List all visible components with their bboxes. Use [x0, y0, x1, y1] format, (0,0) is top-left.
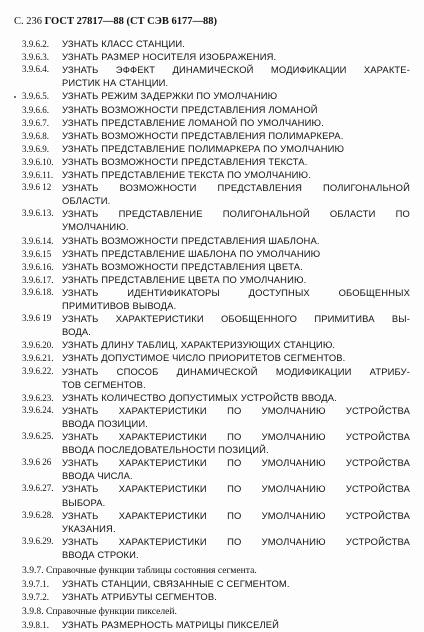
- item-number: 3.9.6.18.: [22, 286, 54, 297]
- item-number: 3.9.6.6.: [22, 104, 49, 115]
- list-item: [22, 338, 410, 352]
- item-text-continuation: ВЫБОРА.: [62, 496, 106, 508]
- item-number: 3.9.6.17.: [22, 274, 54, 285]
- item-text: УЗНАТЬ ХАРАКТЕРИСТИКИ ПО УМОЛЧАНИЮ УСТРОЙСТВА: [62, 457, 410, 469]
- item-text-continuation: ВВОДА ПОЗИЦИИ.: [62, 417, 149, 429]
- item-text: УЗНАТЬ ПРЕДСТАВЛЕНИЕ ЛОМАНОЙ ПО УМОЛЧАНИЮ.: [62, 116, 324, 128]
- section-heading: 3.9.7. Справочные функции таблицы состояния сегмента.: [22, 565, 257, 576]
- item-text: УЗНАТЬ ДОПУСТИМОЕ ЧИСЛО ПРИОРИТЕТОВ СЕГМЕНТОВ.: [62, 352, 346, 364]
- item-number: 3.9.6.14.: [22, 235, 54, 246]
- list-item: [22, 509, 410, 522]
- list-item: [22, 155, 410, 169]
- item-number: 3.9.6.16.: [22, 261, 54, 272]
- item-number: 3.9.6.3.: [22, 52, 49, 63]
- item-text: УЗНАТЬ ВОЗМОЖНОСТИ ПРЕДСТАВЛЕНИЯ ПОЛИМАРКЕРА.: [62, 129, 344, 141]
- list-item: [22, 207, 410, 220]
- item-number: 3.9.6.23.: [22, 392, 54, 403]
- list-item: [22, 590, 410, 604]
- item-number: 3.9.6.4.: [22, 64, 49, 75]
- item-text: УЗНАТЬ ИДЕНТИФИКАТОРЫ ДОСТУПНЫХ ОБОБЩЕННЫХ: [62, 286, 410, 298]
- item-number: 3.9.6.2.: [22, 39, 49, 49]
- list-item: [22, 482, 410, 495]
- list-item: [22, 50, 410, 64]
- list-item: [22, 142, 410, 156]
- item-text: УЗНАТЬ ЭФФЕКТ ДИНАМИЧЕСКОЙ МОДИФИКАЦИИ ХАРАКТЕ-: [62, 64, 410, 76]
- item-text: УЗНАТЬ ВОЗМОЖНОСТИ ПРЕДСТАВЛЕНИЯ ЛОМАНОЙ: [62, 103, 318, 115]
- item-number: 3.9.6.24.: [22, 404, 54, 415]
- list-item: [22, 535, 410, 548]
- item-number: 3.9.6.9.: [22, 143, 49, 154]
- item-text: УЗНАТЬ ПРЕДСТАВЛЕНИЕ ЦВЕТА ПО УМОЛЧАНИЮ.: [62, 273, 307, 285]
- page-header: [14, 16, 217, 27]
- list-item: [22, 312, 410, 325]
- item-text: УЗНАТЬ РЕЖИМ ЗАДЕРЖКИ ПО УМОЛЧАНИЮ: [62, 90, 278, 102]
- list-item: [22, 103, 410, 117]
- item-text: УЗНАТЬ ВОЗМОЖНОСТИ ПРЕДСТАВЛЕНИЯ ТЕКСТА.: [62, 155, 308, 167]
- item-text-continuation: УМОЛЧАНИЮ.: [62, 221, 129, 233]
- item-text-continuation: ПРИМИТИВОВ ВЫВОДА.: [62, 300, 177, 311]
- standard-designation: ГОСТ 27817—88 (СТ СЭВ 6177—88): [44, 16, 217, 27]
- list-item: [22, 404, 410, 417]
- item-number: 3.9.6.11.: [22, 170, 54, 180]
- item-number: 3.9.6.27.: [22, 483, 54, 494]
- item-number: 3.9.7.1.: [22, 579, 49, 590]
- item-text-continuation: УКАЗАНИЯ.: [62, 522, 116, 534]
- list-item: [22, 391, 410, 405]
- list-item: [22, 577, 410, 591]
- list-item: [22, 618, 410, 632]
- item-text-continuation: ОБЛАСТИ.: [62, 195, 111, 207]
- item-text-continuation: ТОВ СЕГМЕНТОВ.: [62, 378, 146, 390]
- item-text-continuation: РИСТИК НА СТАНЦИИ.: [62, 77, 169, 89]
- item-text: УЗНАТЬ АТРИБУТЫ СЕГМЕНТОВ.: [62, 591, 218, 603]
- item-text: УЗНАТЬ ХАРАКТЕРИСТИКИ ПО УМОЛЧАНИЮ УСТРОЙСТВА: [62, 483, 410, 495]
- list-item: [22, 168, 410, 182]
- section-heading: 3.9.8. Справочные функции пикселей.: [22, 606, 177, 618]
- item-text: УЗНАТЬ ВОЗМОЖНОСТИ ПРЕДСТАВЛЕНИЯ ЦВЕТА.: [62, 260, 303, 272]
- list-item: [22, 247, 410, 261]
- item-text: УЗНАТЬ ХАРАКТЕРИСТИКИ ПО УМОЛЧАНИЮ УСТРОЙСТВА: [62, 535, 410, 547]
- item-text: УЗНАТЬ ХАРАКТЕРИСТИКИ ОБОБЩЕННОГО ПРИМИТИВА ВЫ-: [62, 313, 410, 325]
- item-text: УЗНАТЬ РАЗМЕР НОСИТЕЛЯ ИЗОБРАЖЕНИЯ.: [62, 51, 277, 63]
- item-text: УЗНАТЬ ДЛИНУ ТАБЛИЦ, ХАРАКТЕРИЗУЮЩИХ СТАНЦИЮ.: [62, 339, 336, 351]
- item-text: УЗНАТЬ ПРЕДСТАВЛЕНИЕ ПОЛИГОНАЛЬНОЙ ОБЛАСТИ ПО: [62, 208, 410, 220]
- item-text: УЗНАТЬ ВОЗМОЖНОСТИ ПРЕДСТАВЛЕНИЯ ШАБЛОНА.: [62, 234, 320, 246]
- list-item: [22, 351, 410, 365]
- item-number: 3.9.6.10.: [22, 156, 54, 167]
- item-number: 3.9.6.21.: [22, 353, 54, 364]
- list-item: [22, 63, 410, 76]
- item-text-continuation: ВВОДА СТРОКИ.: [62, 548, 139, 560]
- scan-speck: [14, 96, 16, 98]
- item-number: 3.9.6 12: [22, 182, 52, 193]
- page-number: С. 236: [14, 16, 43, 27]
- list-item: [22, 129, 410, 143]
- item-text-continuation: ВВОДА ЧИСЛА.: [62, 470, 133, 482]
- item-text: УЗНАТЬ ХАРАКТЕРИСТИКИ ПО УМОЛЧАНИЮ УСТРОЙСТВА: [62, 404, 410, 416]
- item-number: 3.9.6 19: [22, 313, 52, 324]
- item-number: 3.9.6.25.: [22, 431, 54, 441]
- item-text: УЗНАТЬ РАЗМЕРНОСТЬ МАТРИЦЫ ПИКСЕЛЕЙ: [62, 619, 280, 631]
- item-text: УЗНАТЬ ВОЗМОЖНОСТИ ПРЕДСТАВЛЕНИЯ ПОЛИГОНАЛЬНОЙ: [62, 182, 410, 194]
- list-item: [22, 286, 410, 299]
- item-number: 3.9.6.5.: [22, 91, 49, 102]
- item-text: УЗНАТЬ ПРЕДСТАВЛЕНИЕ ШАБЛОНА ПО УМОЛЧАНИЮ: [62, 247, 321, 259]
- list-item: [22, 37, 410, 51]
- item-number: 3.9.6.20.: [22, 340, 54, 351]
- item-text: УЗНАТЬ СПОСОБ ДИНАМИЧЕСКОЙ МОДИФИКАЦИИ АТРИБУ-: [62, 365, 410, 377]
- item-number: 3.9.6.7.: [22, 117, 49, 128]
- list-item: [22, 89, 410, 103]
- item-number: 3.9.7.2.: [22, 592, 49, 603]
- item-number: 3.9.6 26: [22, 457, 52, 468]
- item-text: УЗНАТЬ СТАНЦИИ, СВЯЗАННЫЕ С СЕГМЕНТОМ.: [62, 578, 290, 590]
- list-item: [22, 456, 410, 469]
- item-text: УЗНАТЬ ПРЕДСТАВЛЕНИЕ ПОЛИМАРКЕРА ПО УМОЛЧАНИЮ: [62, 142, 345, 154]
- list-item: [22, 430, 410, 443]
- item-number: 3.9.6.15: [22, 248, 52, 259]
- item-text: УЗНАТЬ КОЛИЧЕСТВО ДОПУСТИМЫХ УСТРОЙСТВ ВВОДА.: [62, 391, 337, 403]
- item-text: УЗНАТЬ ПРЕДСТАВЛЕНИЕ ТЕКСТА ПО УМОЛЧАНИЮ.: [62, 169, 311, 180]
- list-item: [22, 260, 410, 274]
- item-number: 3.9.6.28.: [22, 509, 54, 520]
- item-number: 3.9.6.22.: [22, 365, 54, 376]
- list-item: [22, 273, 410, 287]
- item-number: 3.9.6.8.: [22, 130, 49, 141]
- list-item: [22, 365, 410, 378]
- item-text: УЗНАТЬ КЛАСС СТАНЦИИ.: [62, 38, 186, 49]
- item-number: 3.9.6.13.: [22, 208, 54, 219]
- list-item: [22, 116, 410, 130]
- item-number: 3.9.8.1.: [22, 620, 49, 631]
- item-text-continuation: ВОДА.: [62, 326, 91, 338]
- list-item: [22, 181, 410, 194]
- item-text-continuation: ВВОДА ПОСЛЕДОВАТЕЛЬНОСТИ ПОЗИЦИЙ.: [62, 444, 269, 456]
- item-number: 3.9.6.29.: [22, 535, 54, 546]
- item-text: УЗНАТЬ ХАРАКТЕРИСТИКИ ПО УМОЛЧАНИЮ УСТРОЙСТВА: [62, 509, 410, 521]
- list-item: [22, 234, 410, 248]
- item-text: УЗНАТЬ ХАРАКТЕРИСТИКИ ПО УМОЛЧАНИЮ УСТРОЙСТВА: [62, 431, 410, 442]
